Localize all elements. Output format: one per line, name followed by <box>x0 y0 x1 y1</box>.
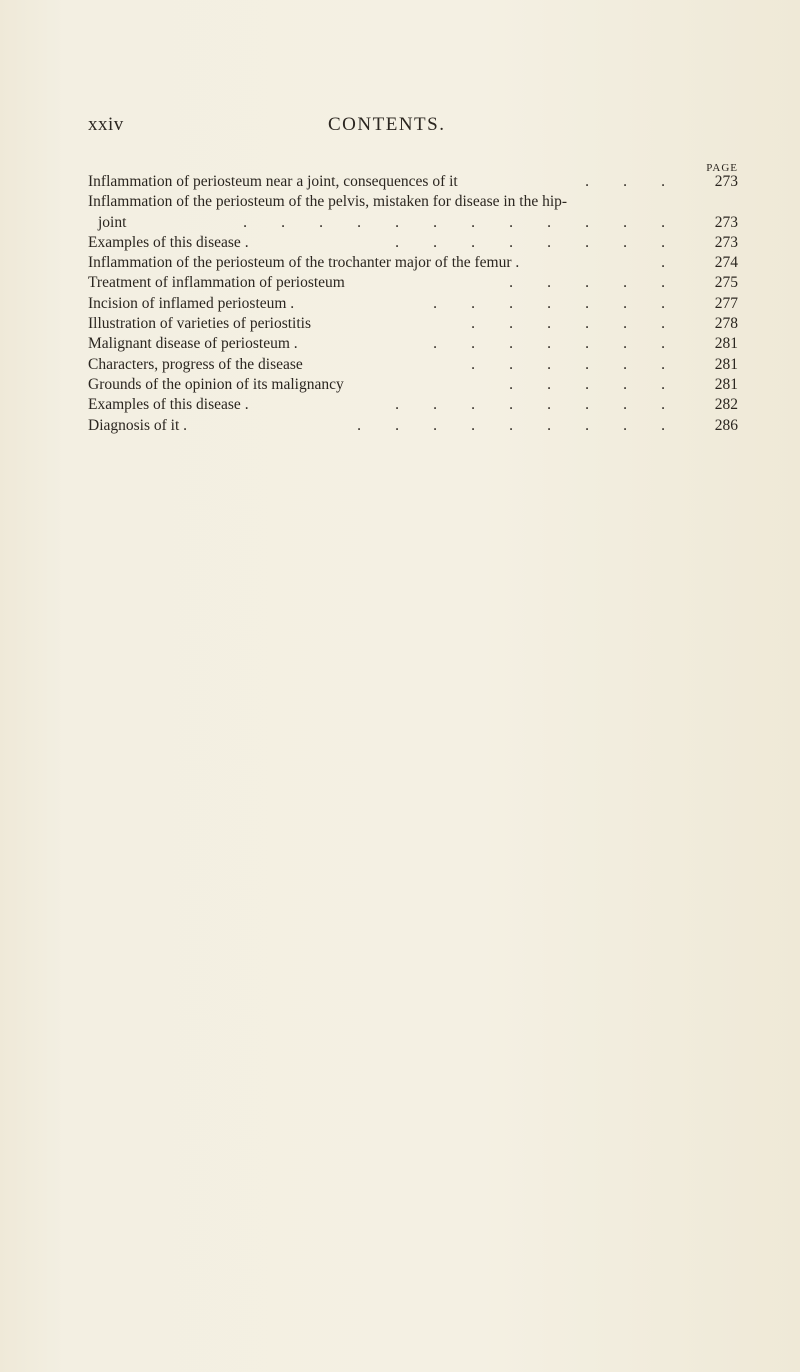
dot-leader: . . . . . . <box>471 315 665 333</box>
contents-entry <box>88 213 738 233</box>
entry-title: Inflammation of the periosteum of the trochanter major of the femur . <box>88 254 520 272</box>
entry-page-number: 273 <box>714 233 738 251</box>
entry-title: Treatment of inflammation of periosteum <box>88 274 345 292</box>
contents-entry <box>88 294 738 314</box>
dot-leader: . <box>661 254 665 272</box>
entry-title: Examples of this disease . <box>88 396 249 414</box>
entry-title: Inflammation of periosteum near a joint, consequences of it <box>88 173 458 190</box>
entry-page-number: 282 <box>714 396 738 414</box>
contents-entry <box>88 233 738 253</box>
contents-entry <box>88 395 738 415</box>
entry-page-number: 281 <box>714 335 738 353</box>
entry-page-number: 277 <box>714 294 738 312</box>
entry-title: Diagnosis of it . <box>88 416 188 434</box>
dot-leader: . . . . . <box>509 274 665 292</box>
entry-title: joint <box>98 213 127 231</box>
contents-entry <box>88 334 738 354</box>
contents-entry <box>88 416 738 436</box>
page-number: xxiv <box>88 114 124 135</box>
contents-entry <box>88 375 738 395</box>
entry-title: Examples of this disease . <box>88 233 249 251</box>
entry-title: Grounds of the opinion of its malignancy <box>88 375 344 393</box>
entry-title: Inflammation of the periosteum of the pelvis, mistaken for disease in the hip- <box>88 193 568 211</box>
page-header <box>88 114 688 138</box>
page-column-heading: PAGE <box>706 162 738 174</box>
dot-leader: . . . . . <box>509 375 665 393</box>
contents-entry <box>88 172 738 192</box>
contents-entry <box>88 314 738 334</box>
dot-leader: . . . . . . . . <box>395 396 665 414</box>
entry-title: Malignant disease of periosteum . <box>88 335 298 353</box>
running-title: CONTENTS. <box>328 114 446 135</box>
contents-entry <box>88 253 738 273</box>
entry-page-number: 286 <box>714 416 738 434</box>
contents-entry <box>88 192 738 212</box>
entry-page-number: 274 <box>714 254 738 272</box>
entry-page-number: 281 <box>714 355 738 373</box>
dot-leader: . . . . . . . <box>433 294 665 312</box>
dot-leader: . . . . . . . . . <box>357 416 665 434</box>
entry-page-number: 273 <box>714 173 738 190</box>
entry-page-number: 281 <box>714 375 738 393</box>
entry-title: Illustration of varieties of periostitis <box>88 315 311 333</box>
dot-leader: . . . . . . <box>471 355 665 373</box>
contents-entry <box>88 273 738 293</box>
dot-leader: . . . . . . . <box>433 335 665 353</box>
contents-list <box>88 172 738 436</box>
entry-page-number: 278 <box>714 315 738 333</box>
entry-page-number: 273 <box>714 213 738 231</box>
entry-title: Incision of inflamed periosteum . <box>88 294 295 312</box>
entry-title: Characters, progress of the disease <box>88 355 303 373</box>
contents-entry <box>88 355 738 375</box>
dot-leader: . . . . . . . . . . . . <box>243 213 665 231</box>
dot-leader: . . . <box>585 173 665 190</box>
dot-leader: . . . . . . . . <box>395 233 665 251</box>
entry-page-number: 275 <box>714 274 738 292</box>
